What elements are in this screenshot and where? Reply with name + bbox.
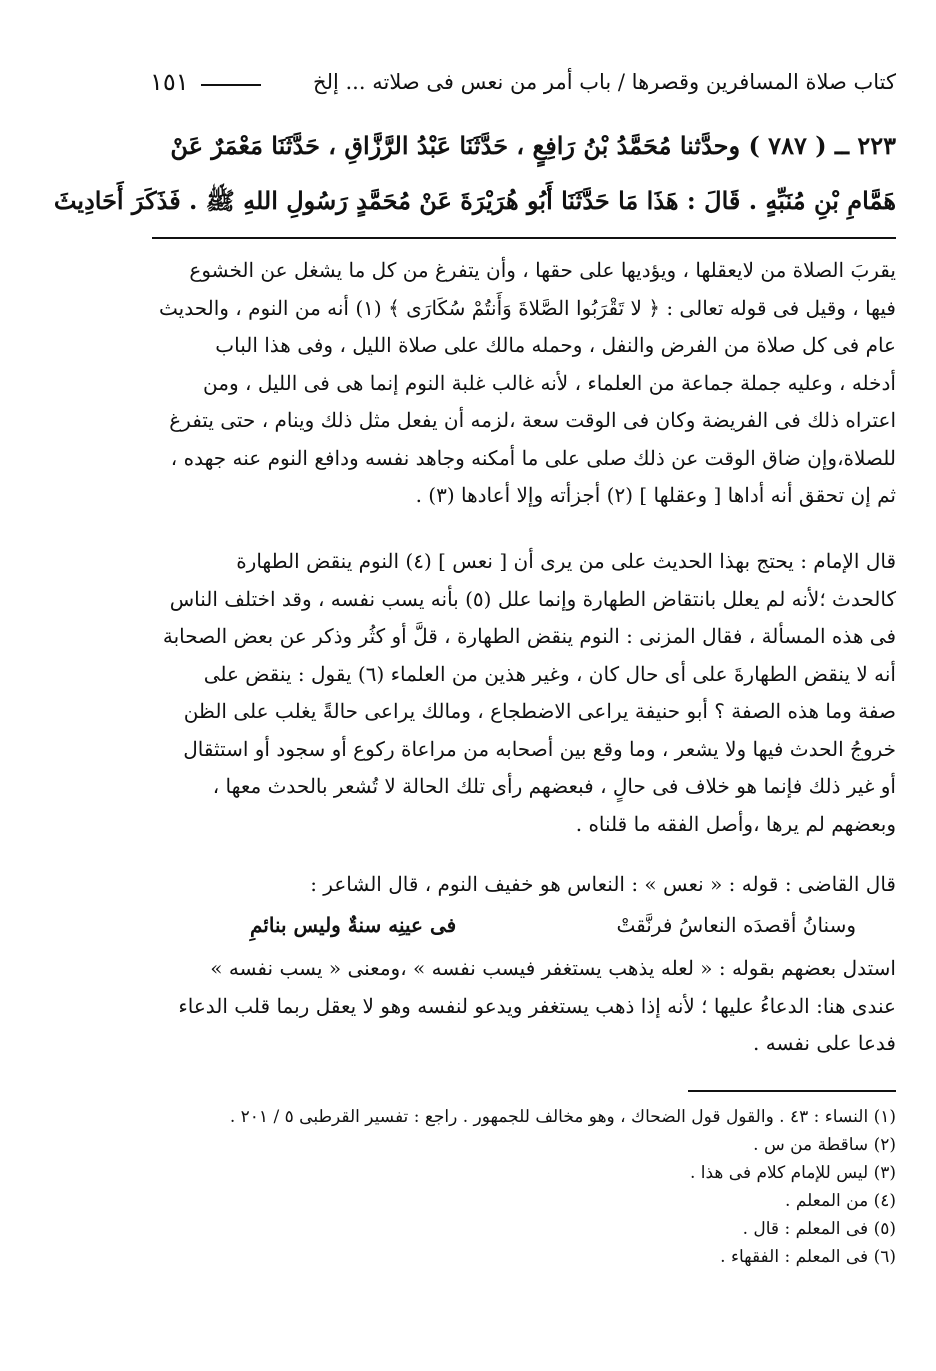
footnotes [152,1103,896,1271]
page-number: ١٥١ [150,68,189,96]
hadith-line: هَمَّامِ بْنِ مُنَبِّهٍ . قَالَ : هَذَا مَا حَدَّثَنَا أَبُو هُرَيْرَةَ عَنْ مُحَمَّدٍ رَسُولِ اللهِ ﷺ . فَذَكَرَ أَحَادِيثَ [53,186,896,215]
footnote: (٣) ليس للإمام كلام فى هذا . [689,1163,896,1183]
commentary-paragraph [152,866,896,904]
commentary-line: خروجُ الحدث فيها ولا يشعر ، وما وقع بين أصحابه من مراعاة ركوع أو سجود أو استثقال [183,736,896,761]
commentary-line: يقربَ الصلاة من لايعقلها ، ويؤديها على حقها ، وأن يتفرغ من كل ما يشغل عن الخشوع [189,258,896,282]
commentary-line: أدخله ، وعليه جملة جماعة من العلماء ، لأنه غالب غلبة النوم إنما هى فى الليل ، ومن [203,370,896,395]
commentary-line: عندى هنا: الدعاءُ عليها ؛ لأنه إذا ذهب يستغفر ويدعو لنفسه وهو لا يعقل ربما قلب الدعاء [178,993,896,1018]
commentary-line: صفة وما هذه الصفة ؟ أبو حنيفة يراعى الاضطجاع ، ومالك يراعى حالةً يغلب على الظن [183,699,896,723]
footnote: (٢) ساقطة من س . [753,1135,896,1155]
footnote: (٤) من المعلم . [785,1191,896,1211]
commentary-line: أنه لا ينقض الطهارةَ على أى حال كان ، وغير هذين من العلماء (٦) يقول : ينقض على [203,661,896,686]
hadith-line: ٢٢٣ ــ ( ٧٨٧ ) وحدَّثنا مُحَمَّدُ بْنُ رَافِعٍ ، حَدَّثَنَا عَبْدُ الرَّزَّاقِ ، حَدَّثَنَا مَعْمَرٌ عَنْ [170,131,896,160]
commentary-line: قال الإمام : يحتج بهذا الحديث على من يرى أن [ نعس ] (٤) النوم ينقض الطهارة [236,549,896,573]
commentary-line: فدعا على نفسه . [753,1031,896,1055]
commentary-line: عام فى كل صلاة من الفرض والنفل ، وحمله مالك على صلاة الليل ، وفى هذا الباب [215,333,896,357]
commentary-line: استدل بعضهم بقوله : « لعله يذهب يستغفر فيسب نفسه » ،ومعنى « يسب نفسه » [210,956,896,980]
commentary-line: أو غير ذلك فإنما هو خلاف فى حالٍ ، فبعضهم رأى تلك الحالة لا تُشعر بالحدث معها ، [212,774,896,798]
footnote: (٦) فى المعلم : الفقهاء . [720,1247,896,1267]
commentary-line: فى هذه المسألة ، فقال المزنى : النوم ينقض الطهارة ، قلَّ أو كثُر وذكر عن بعض الصحابة [162,624,896,648]
commentary-separator [152,237,896,239]
commentary-line: اعتراه ذلك فى الفريضة وكان فى الوقت سعة ،لزمه أن يفعل مثل ذلك وينام ، حتى يتفرغ [169,408,896,432]
header-rule [201,84,261,86]
commentary-paragraph [152,252,896,515]
commentary-line: ثم إن تحقق أنه أداها [ وعقلها ] (٢) أجزأته وإلا أعادها (٣) . [415,483,896,507]
commentary-paragraph [152,543,896,843]
commentary-line: للصلاة،وإن ضاق الوقت عن ذلك صلى على ما أمكنه وجاهد نفسه ودافع النوم عنه جهده ، [170,445,896,470]
commentary-line: وبعضهم لم يرها ،وأصل الفقه ما قلناه . [575,811,896,836]
commentary-line: فيها ، وقيل فى قوله تعالى : ﴿ لا تَقْرَبُوا الصَّلاةَ وَأَنتُمْ سُكَارَى ﴾ (١) أنه من النوم ، والحديث [159,295,896,320]
footnote: (١) النساء : ٤٣ . والقول قول الضحاك ، وهو مخالف للجمهور . راجع : تفسير القرطبى ٥ / ٢٠١ . [229,1107,896,1127]
page-number-group [150,68,271,96]
running-header [150,62,896,102]
poem-hemistich: وسنانُ أقصدَه النعاسُ فرنَّقتْ [616,913,856,937]
hadith-text [53,118,896,228]
commentary-line: قال القاضى : قوله : « نعس » : النعاس هو خفيف النوم ، قال الشاعر : [310,872,896,896]
poem-hemistich: فى عينِه سنةٌ وليس بنائمِ [250,913,457,937]
poem-verse [250,900,856,950]
commentary-paragraph [152,950,896,1063]
footnote-separator [688,1090,896,1092]
footnote: (٥) فى المعلم : قال . [742,1219,896,1239]
commentary-line: كالحدث ؛لأنه لم يعلل بانتقاض الطهارة وإنما علل (٥) بأنه يسب نفسه ، وقد اختلف الناس [169,586,896,611]
header-title: كتاب صلاة المسافرين وقصرها / باب أمر من نعس فى صلاته ... إلخ [313,70,896,94]
